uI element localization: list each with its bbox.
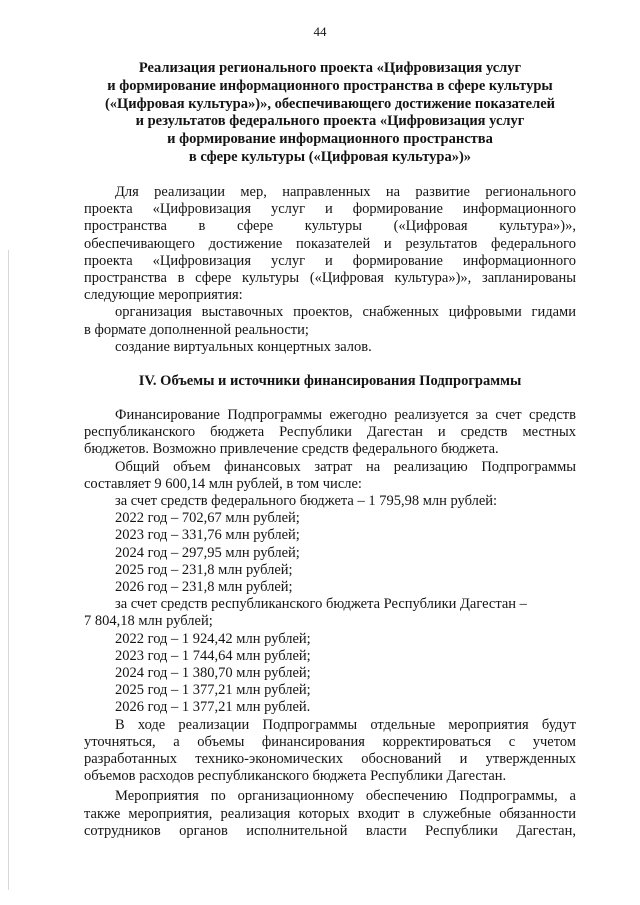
federal-year-item: 2026 год – 231,8 млн рублей; xyxy=(115,579,293,596)
heading-line: («Цифровая культура»)», обеспечивающего достижение показателей xyxy=(104,95,556,112)
text-line: пространства в сфере культуры («Цифровая культура»)», запланированы xyxy=(84,270,576,287)
text-line: обеспечивающего достижение показателей и результатов федерального xyxy=(84,235,576,252)
text-line: республиканского бюджета Республики Дагестан и средств местных xyxy=(84,424,576,441)
text-line: в формате дополненной реальности; xyxy=(84,321,309,338)
text-line: Финансирование Подпрограммы ежегодно реализуется за счет средств xyxy=(115,407,576,423)
heading-line: в сфере культуры («Цифровая культура»)» xyxy=(188,148,472,165)
text-line: уточняться, а объемы финансирования корректироваться с учетом xyxy=(84,733,576,750)
measure-virtual-concert-halls: создание виртуальных концертных залов. xyxy=(115,338,372,355)
federal-year-item: 2022 год – 702,67 млн рублей; xyxy=(115,510,300,527)
intro-paragraph xyxy=(84,184,576,304)
heading-line: и результатов федерального проекта «Цифровизация услуг xyxy=(135,113,525,130)
regional-year-item: 2024 год – 1 380,70 млн рублей; xyxy=(115,665,311,682)
federal-year-item: 2025 год – 231,8 млн рублей; xyxy=(115,561,293,578)
regional-year-item: 2025 год – 1 377,21 млн рублей; xyxy=(115,682,311,699)
heading-line: и формирование информационного пространства xyxy=(167,131,493,148)
text-line: за счет средств республиканского бюджета Республики Дагестан – xyxy=(115,596,527,613)
text-line: сотрудников органов исполнительной власти Республики Дагестан, xyxy=(84,822,576,839)
heading-line: IV. Объемы и источники финансирования Подпрограммы xyxy=(138,373,522,389)
regional-year-item: 2023 год – 1 744,64 млн рублей; xyxy=(115,647,311,664)
total-financing-paragraph xyxy=(84,459,576,493)
federal-budget-label: за счет средств федерального бюджета – 1 795,98 млн рублей: xyxy=(115,493,498,510)
federal-budget-years xyxy=(84,510,576,596)
measure-exhibition-projects xyxy=(84,304,576,338)
financing-intro-paragraph xyxy=(84,407,576,459)
federal-year-item: 2024 год – 297,95 млн рублей; xyxy=(115,544,300,561)
regional-budget-years xyxy=(84,631,576,717)
text-line: пространства в сфере культуры («Цифровая культура»)», xyxy=(84,218,576,235)
text-line: следующие мероприятия: xyxy=(84,287,243,304)
text-line: проекта «Цифровизация услуг и формирование информационного xyxy=(84,201,576,218)
financing-text xyxy=(84,407,576,840)
heading-line: и формирование информационного пространства в сфере культуры xyxy=(107,77,553,94)
text-line: Общий объем финансовых затрат на реализацию Подпрограммы xyxy=(115,458,576,475)
text-line: 7 804,18 млн рублей; xyxy=(84,613,213,630)
text-line: Мероприятия по организационному обеспечению Подпрограммы, а xyxy=(115,788,576,805)
page-number: 44 xyxy=(313,24,327,39)
section-heading-financing xyxy=(60,373,600,391)
text-line: составляет 9 600,14 млн рублей, в том числе: xyxy=(84,475,362,492)
adjustment-paragraph xyxy=(84,717,576,786)
regional-year-item: 2022 год – 1 924,42 млн рублей; xyxy=(115,630,311,647)
text-line: организация выставочных проектов, снабженных цифровыми гидами xyxy=(115,304,576,321)
text-line: В ходе реализации Подпрограммы отдельные мероприятия будут xyxy=(115,716,576,733)
regional-budget-label xyxy=(84,596,576,630)
regional-project-text xyxy=(84,184,576,356)
text-line: проекта «Цифровизация услуг и формирование информационного xyxy=(84,252,576,269)
regional-year-item: 2026 год – 1 377,21 млн рублей. xyxy=(115,699,311,716)
heading-line: Реализация регионального проекта «Цифровизация услуг xyxy=(138,60,522,76)
text-line: бюджетов. Возможно привлечение средств федерального бюджета. xyxy=(84,441,499,458)
text-line: объемов расходов республиканского бюджета Республики Дагестан. xyxy=(84,768,507,785)
text-line: разработанных технико-экономических обоснований и утвержденных xyxy=(84,751,576,768)
text-line: также мероприятия, реализация которых входит в служебные обязанности xyxy=(84,805,576,822)
organizational-paragraph xyxy=(84,788,576,840)
text-line: Для реализации мер, направленных на развитие регионального xyxy=(115,184,576,200)
scan-edge-line xyxy=(8,250,9,890)
section-heading-regional-project xyxy=(60,60,600,167)
federal-year-item: 2023 год – 331,76 млн рублей; xyxy=(115,527,300,544)
